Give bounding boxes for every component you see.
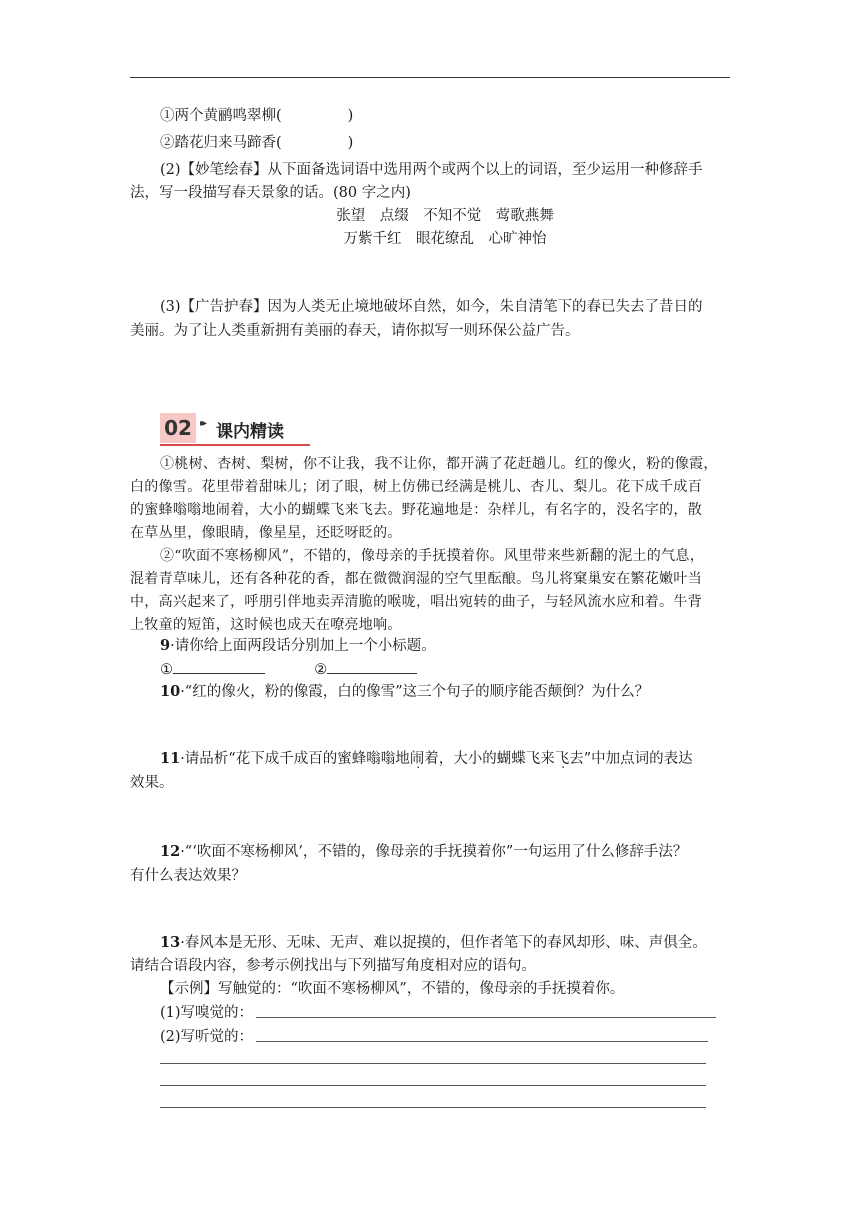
q13-hearing-label: (2)写听觉的：	[160, 1029, 254, 1045]
q8-part3-line2: 美丽。为了让人类重新拥有美丽的春天，请你拟写一则环保公益广告。	[130, 323, 580, 339]
header-rule	[130, 77, 730, 78]
section-header	[160, 413, 310, 445]
q12-line2: 有什么表达效果？	[130, 868, 246, 884]
q13-smell-label: (1)写嗅觉的：	[160, 1005, 254, 1021]
smell-answer-line[interactable]	[256, 1017, 716, 1018]
passage-p2-line4: 上牧童的短笛，这时候也成天在嘹亮地响。	[130, 617, 402, 633]
q8-part2-line1: (2)【妙笔绘春】从下面备选词语中选用两个或两个以上的词语，至少运用一种修辞手	[160, 162, 703, 178]
q8-part2-line2: 法，写一段描写春天景象的话。(80 字之内)	[130, 185, 411, 201]
dotted-word-1: 闹	[409, 751, 425, 767]
hearing-answer-line[interactable]	[256, 1041, 708, 1042]
passage-p1-line2: 白的像雪。花里带着甜味儿；闭了眼，树上仿佛已经满是桃儿、杏儿、梨儿。花下成千成百	[130, 479, 702, 495]
question-9: 9·请你给上面两段话分别加上一个小标题。	[160, 637, 436, 654]
question-12: 12·“‘吹面不寒杨柳风’，不错的，像母亲的手抚摸着你”一句运用了什么修辞手法？	[160, 843, 688, 860]
passage-p1-line4: 在草丛里，像眼睛，像星星，还眨呀眨的。	[130, 525, 402, 541]
dotted-word-2: 飞	[554, 751, 570, 767]
q9-blank-1[interactable]	[173, 657, 265, 674]
question-10: 10·“红的像火，粉的像霞，白的像雪”这三个句子的顺序能否颠倒？为什么？	[160, 683, 650, 700]
q13-line2: 请结合语段内容，参考示例找出与下列描写角度相对应的语句。	[130, 958, 536, 974]
section-underline	[160, 444, 310, 446]
section-title: 课内精读	[216, 422, 284, 442]
q9-answers: ① ②	[160, 657, 417, 682]
passage-p1-line3: 的蜜蜂嗡嗡地闹着，大小的蝴蝶飞来飞去。野花遍地是：杂样儿，有名字的，没名字的，散	[130, 502, 702, 518]
passage-p2-line2: 混着青草味儿，还有各种花的香，都在微微润湿的空气里酝酿。鸟儿将窠巢安在繁花嫩叶当	[130, 571, 702, 587]
q13-example: 【示例】写触觉的：“吹面不寒杨柳风”，不错的，像母亲的手抚摸着你。	[160, 981, 625, 997]
double-arrow-icon: ▸▸	[200, 418, 205, 429]
q8-part3-line1: (3)【广告护春】因为人类无止境地破坏自然，如今，朱自清笔下的春已失去了昔日的	[160, 299, 703, 315]
q9-blank-2[interactable]	[327, 657, 417, 674]
answer-line[interactable]	[160, 1085, 706, 1086]
question-11: 11·请品析“花下成千成百的蜜蜂嗡嗡地闹着，大小的蝴蝶飞来飞去”中加点词的表达	[160, 750, 693, 767]
q8-item-1: ①两个黄鹂鸣翠柳( )	[160, 108, 354, 124]
answer-line[interactable]	[160, 1107, 706, 1108]
answer-line[interactable]	[160, 1063, 706, 1064]
passage-p2-line1: ②“吹面不寒杨柳风”，不错的，像母亲的手抚摸着你。风里带来些新翻的泥土的气息，	[160, 548, 705, 564]
q8-item-2: ②踏花归来马蹄香( )	[160, 135, 354, 151]
passage-p2-line3: 中，高兴起来了，呼朋引伴地卖弄清脆的喉咙，唱出宛转的曲子，与轻风流水应和着。牛背	[130, 594, 702, 610]
q11-line2: 效果。	[130, 775, 174, 791]
passage-p1-line1: ①桃树、杏树、梨树，你不让我，我不让你，都开满了花赶趟儿。红的像火，粉的像霞，	[160, 456, 718, 472]
section-number: 02	[160, 413, 196, 443]
word-bank-row1: 张望 点缀 不知不觉 莺歌燕舞	[336, 208, 554, 224]
question-13: 13·春风本是无形、无味、无声、难以捉摸的，但作者笔下的春风却形、味、声俱全。	[160, 934, 707, 951]
word-bank-row2: 万紫千红 眼花缭乱 心旷神怡	[343, 231, 547, 247]
